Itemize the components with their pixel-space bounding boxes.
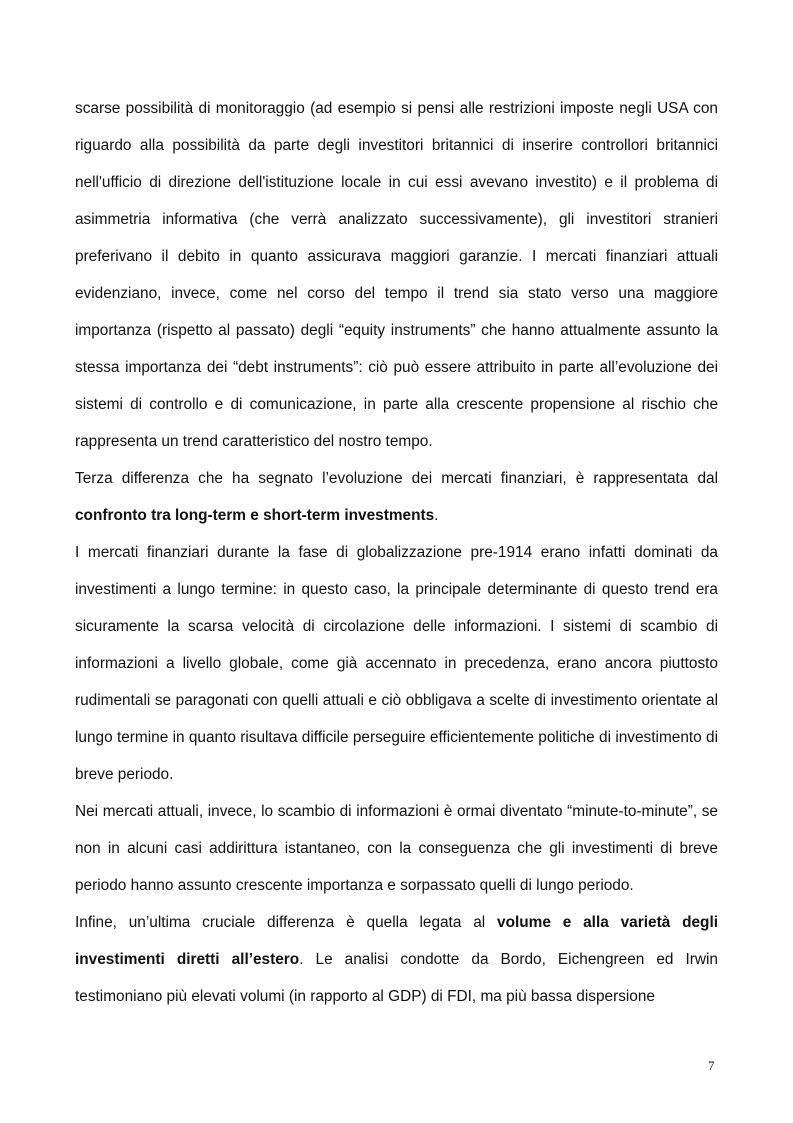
paragraph-1	[75, 90, 718, 460]
paragraph-1-text: scarse possibilità di monitoraggio (ad esempio si pensi alle restrizioni imposte negli USA con riguardo alla possibilità da parte degli investitori britannici di inserire controllori britannici nell'ufficio di direzione dell'istituzione locale in cui essi avevano investito) e il problema di asimmetria informativa (che verrà analizzato successivamente), gli investitori stranieri preferivano il debito in quanto assicurava maggiori garanzie. I mercati finanziari attuali evidenziano, invece, come nel corso del tempo il trend sia stato verso una maggiore importanza (rispetto al passato) degli “equity instruments” che hanno attualmente assunto la stessa importanza dei “debt instruments”: ciò può essere attribuito in parte all’evoluzione dei sistemi di controllo e di comunicazione, in parte alla crescente propensione al rischio che rappresenta un trend caratteristico del nostro tempo.	[75, 100, 718, 450]
paragraph-3	[75, 534, 718, 793]
paragraph-2-trailing-text: .	[434, 507, 439, 524]
paragraph-2	[75, 460, 718, 534]
paragraph-5-text: Infine, un’ultima cruciale differenza è quella legata al	[75, 914, 498, 931]
paragraph-4	[75, 793, 718, 904]
paragraph-2-bold-text: confronto tra long-term e short-term investments	[75, 507, 435, 524]
paragraph-3-text: I mercati finanziari durante la fase di globalizzazione pre-1914 erano infatti dominati da investimenti a lungo termine: in questo caso, la principale determinante di questo trend era sicuramente la scarsa velocità di circolazione delle informazioni. I sistemi di scambio di informazioni a livello globale, come già accennato in precedenza, erano ancora piuttosto rudimentali se paragonati con quelli attuali e ciò obbligava a scelte di investimento orientate al lungo termine in quanto risultava difficile perseguire efficientemente politiche di investimento di breve periodo.	[75, 544, 718, 783]
paragraph-5-trailing-text: . Le analisi condotte da Bordo, Eichengreen ed Irwin testimoniano più elevati volumi (in rapporto al GDP) di FDI, ma più bassa dispersione	[75, 951, 718, 1005]
paragraph-5-bold-text: volume e alla varietà degli investimenti diretti all’estero	[75, 914, 718, 968]
paragraph-2-text: Terza differenza che ha segnato l’evoluzione dei mercati finanziari, è rappresentata dal	[75, 470, 718, 487]
paragraph-5	[75, 904, 718, 1015]
paragraph-4-text: Nei mercati attuali, invece, lo scambio di informazioni è ormai diventato “minute-to-minute”, se non in alcuni casi addirittura istantaneo, con la conseguenza che gli investimenti di breve periodo hanno assunto crescente importanza e sorpassato quelli di lungo periodo.	[75, 803, 718, 894]
body-text	[75, 90, 718, 1015]
page-number: 7	[708, 1058, 715, 1073]
